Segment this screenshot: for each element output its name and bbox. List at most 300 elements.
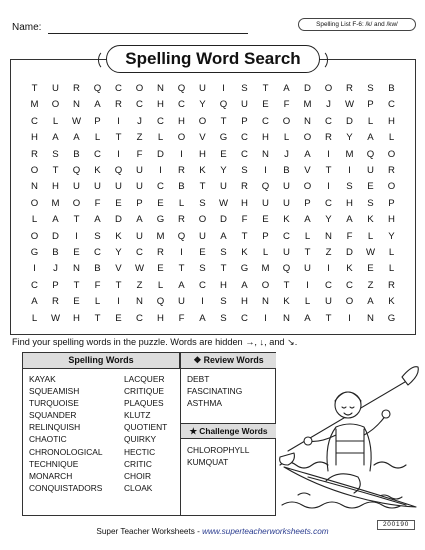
- grid-letter[interactable]: V: [115, 263, 122, 275]
- grid-letter[interactable]: T: [115, 279, 122, 291]
- grid-letter[interactable]: S: [220, 312, 227, 324]
- grid-letter[interactable]: A: [241, 279, 248, 291]
- grid-letter[interactable]: S: [199, 263, 206, 275]
- grid-letter[interactable]: I: [117, 115, 120, 127]
- grid-letter[interactable]: H: [157, 99, 164, 111]
- grid-letter[interactable]: O: [387, 181, 396, 193]
- grid-letter[interactable]: G: [30, 247, 39, 259]
- grid-letter[interactable]: B: [73, 148, 80, 160]
- grid-letter[interactable]: K: [199, 165, 206, 177]
- word-item: PLAQUES: [124, 398, 164, 409]
- grid-letter[interactable]: U: [241, 99, 248, 111]
- grid-letter[interactable]: O: [198, 214, 207, 226]
- grid-letter[interactable]: O: [135, 83, 144, 94]
- grid-letter[interactable]: U: [52, 83, 59, 94]
- grid-letter[interactable]: U: [94, 181, 101, 193]
- grid-letter[interactable]: Q: [282, 263, 291, 275]
- grid-letter[interactable]: Y: [115, 247, 122, 259]
- grid-letter[interactable]: A: [304, 214, 311, 226]
- grid-letter[interactable]: D: [115, 214, 122, 226]
- grid-letter[interactable]: Y: [220, 165, 227, 177]
- worksheet-code: 200190: [377, 520, 415, 530]
- grid-letter[interactable]: W: [344, 99, 355, 111]
- grid-letter[interactable]: O: [198, 115, 207, 127]
- grid-letter[interactable]: K: [388, 296, 395, 308]
- grid-letter[interactable]: I: [264, 165, 267, 177]
- grid-letter[interactable]: T: [262, 83, 269, 94]
- name-line[interactable]: [48, 33, 248, 34]
- grid-letter[interactable]: K: [241, 247, 248, 259]
- grid-letter[interactable]: C: [325, 197, 332, 209]
- grid-letter[interactable]: E: [262, 99, 269, 111]
- grid-letter[interactable]: J: [284, 148, 289, 160]
- grid-letter[interactable]: B: [178, 181, 185, 193]
- grid-letter[interactable]: U: [262, 197, 269, 209]
- grid-letter[interactable]: H: [52, 181, 59, 193]
- grid-letter[interactable]: P: [136, 197, 143, 209]
- grid-letter[interactable]: E: [220, 148, 227, 160]
- grid-letter[interactable]: R: [346, 83, 353, 94]
- grid-letter[interactable]: F: [241, 214, 248, 226]
- grid-letter[interactable]: H: [388, 115, 395, 127]
- grid-letter[interactable]: R: [241, 181, 248, 193]
- grid-letter[interactable]: I: [264, 312, 267, 324]
- grid-letter[interactable]: O: [303, 181, 312, 193]
- grid-letter[interactable]: L: [94, 296, 101, 308]
- grid-letter[interactable]: I: [327, 181, 330, 193]
- grid-letter[interactable]: U: [283, 247, 290, 259]
- grid-letter[interactable]: H: [220, 279, 227, 291]
- word-item: QUIRKY: [124, 434, 157, 445]
- grid-letter[interactable]: U: [136, 165, 143, 177]
- grid-letter[interactable]: N: [31, 181, 38, 193]
- grid-letter[interactable]: N: [283, 312, 290, 324]
- grid-letter[interactable]: L: [388, 132, 395, 144]
- grid-letter[interactable]: F: [94, 197, 101, 209]
- grid-letter[interactable]: I: [33, 263, 36, 275]
- grid-letter[interactable]: R: [157, 247, 164, 259]
- word-item: MONARCH: [29, 470, 73, 481]
- grid-letter[interactable]: K: [283, 296, 290, 308]
- word-item: QUOTIENT: [124, 422, 168, 433]
- grid-letter[interactable]: C: [388, 99, 395, 111]
- grid-letter[interactable]: I: [117, 148, 120, 160]
- grid-letter[interactable]: A: [94, 214, 101, 226]
- grid-letter[interactable]: N: [304, 115, 311, 127]
- grid-letter[interactable]: M: [345, 148, 354, 160]
- grid-letter[interactable]: T: [220, 263, 227, 275]
- grid-letter[interactable]: U: [367, 165, 374, 177]
- grid-letter[interactable]: C: [31, 279, 38, 291]
- grid-letter[interactable]: E: [157, 263, 164, 275]
- grid-letter[interactable]: G: [219, 132, 228, 144]
- grid-letter[interactable]: U: [283, 181, 290, 193]
- grid-letter[interactable]: T: [199, 181, 206, 193]
- grid-letter[interactable]: Z: [136, 279, 143, 291]
- grid-letter[interactable]: Q: [177, 83, 186, 94]
- grid-letter[interactable]: E: [367, 181, 374, 193]
- grid-letter[interactable]: E: [115, 312, 122, 324]
- grid-letter[interactable]: Z: [136, 132, 143, 144]
- grid-letter[interactable]: C: [157, 181, 164, 193]
- grid-letter[interactable]: T: [325, 165, 332, 177]
- grid-letter[interactable]: O: [324, 83, 333, 94]
- grid-letter[interactable]: I: [75, 230, 78, 242]
- grid-letter[interactable]: L: [388, 263, 395, 275]
- grid-letter[interactable]: I: [117, 296, 120, 308]
- grid-letter[interactable]: N: [73, 263, 80, 275]
- grid-letter[interactable]: H: [178, 115, 185, 127]
- word-item: SQUEAMISH: [29, 386, 80, 397]
- grid-letter[interactable]: U: [136, 181, 143, 193]
- grid-letter[interactable]: J: [53, 263, 58, 275]
- grid-letter[interactable]: F: [283, 99, 290, 111]
- grid-letter[interactable]: S: [241, 83, 248, 94]
- grid-letter[interactable]: C: [31, 115, 38, 127]
- grid-letter[interactable]: E: [367, 263, 374, 275]
- grid-letter[interactable]: A: [136, 214, 143, 226]
- grid-letter[interactable]: D: [52, 230, 59, 242]
- grid-letter[interactable]: H: [241, 197, 248, 209]
- grid-letter[interactable]: Z: [325, 247, 332, 259]
- grid-letter[interactable]: V: [199, 132, 206, 144]
- grid-letter[interactable]: R: [388, 165, 395, 177]
- grid-letter[interactable]: M: [51, 197, 60, 209]
- grid-letter[interactable]: A: [367, 296, 374, 308]
- grid-letter[interactable]: S: [367, 83, 374, 94]
- grid-letter[interactable]: A: [73, 132, 80, 144]
- grid-letter[interactable]: U: [283, 197, 290, 209]
- grid-letter[interactable]: P: [304, 197, 311, 209]
- worksheet-title: Spelling Word Search: [106, 45, 320, 73]
- grid-letter[interactable]: H: [199, 148, 206, 160]
- grid-letter[interactable]: Y: [346, 132, 353, 144]
- grid-letter[interactable]: L: [94, 132, 101, 144]
- grid-letter[interactable]: A: [31, 296, 38, 308]
- grid-letter[interactable]: L: [283, 132, 290, 144]
- grid-letter[interactable]: L: [157, 132, 164, 144]
- grid-letter[interactable]: Y: [388, 230, 395, 242]
- grid-letter[interactable]: W: [218, 197, 229, 209]
- review-words-header: ❖ Review Words: [181, 353, 276, 369]
- grid-letter[interactable]: P: [262, 230, 269, 242]
- word-item: FASCINATING: [187, 386, 243, 397]
- grid-letter[interactable]: D: [346, 115, 353, 127]
- word-item: CHRONOLOGICAL: [29, 446, 103, 457]
- grid-letter[interactable]: O: [303, 132, 312, 144]
- grid-letter[interactable]: C: [178, 99, 185, 111]
- word-item: DEBT: [187, 374, 210, 384]
- grid-letter[interactable]: T: [220, 115, 227, 127]
- grid-letter[interactable]: D: [304, 83, 311, 94]
- word-item: KUMQUAT: [187, 457, 229, 468]
- grid-letter[interactable]: C: [136, 312, 143, 324]
- word-item: CHAOTIC: [29, 434, 67, 445]
- grid-letter[interactable]: M: [261, 263, 270, 275]
- grid-letter[interactable]: C: [325, 279, 332, 291]
- grid-letter[interactable]: A: [304, 312, 311, 324]
- grid-letter[interactable]: C: [241, 148, 248, 160]
- grid-letter[interactable]: I: [201, 296, 204, 308]
- grid-letter[interactable]: U: [220, 181, 227, 193]
- grid-letter[interactable]: I: [306, 279, 309, 291]
- grid-letter[interactable]: K: [115, 230, 122, 242]
- grid-letter[interactable]: C: [136, 247, 143, 259]
- word-item: ASTHMA: [187, 398, 222, 409]
- instructions: Find your spelling words in the puzzle. Words are hidden →, ↓, and ↘.: [12, 337, 298, 347]
- grid-letter[interactable]: N: [367, 312, 374, 324]
- footer-website-link[interactable]: www.superteacherworksheets.com: [202, 527, 329, 536]
- grid-letter[interactable]: L: [388, 247, 395, 259]
- grid-letter[interactable]: G: [240, 263, 249, 275]
- grid-letter[interactable]: H: [241, 296, 248, 308]
- grid-letter[interactable]: G: [156, 214, 165, 226]
- grid-letter[interactable]: O: [261, 279, 270, 291]
- grid-letter[interactable]: Q: [114, 165, 123, 177]
- grid-letter[interactable]: O: [30, 165, 39, 177]
- grid-letter[interactable]: C: [94, 148, 101, 160]
- grid-letter[interactable]: E: [73, 247, 80, 259]
- grid-letter[interactable]: R: [325, 132, 332, 144]
- grid-letter[interactable]: J: [137, 115, 142, 127]
- grid-letter[interactable]: L: [157, 279, 164, 291]
- grid-letter[interactable]: C: [94, 247, 101, 259]
- grid-letter[interactable]: K: [94, 165, 101, 177]
- grid-letter[interactable]: O: [177, 132, 186, 144]
- word-item: CHOIR: [124, 470, 151, 481]
- grid-letter[interactable]: A: [367, 132, 374, 144]
- grid-letter[interactable]: T: [31, 83, 38, 94]
- grid-letter[interactable]: F: [94, 279, 101, 291]
- grid-letter[interactable]: O: [282, 115, 291, 127]
- grid-letter[interactable]: Q: [93, 83, 102, 94]
- grid-letter[interactable]: M: [30, 99, 39, 111]
- grid-letter[interactable]: P: [388, 197, 395, 209]
- grid-letter[interactable]: R: [178, 214, 185, 226]
- grid-letter[interactable]: U: [199, 230, 206, 242]
- grid-letter[interactable]: H: [31, 132, 38, 144]
- grid-letter[interactable]: U: [115, 181, 122, 193]
- grid-letter[interactable]: B: [94, 263, 101, 275]
- grid-letter[interactable]: A: [199, 312, 206, 324]
- grid-letter[interactable]: O: [30, 197, 39, 209]
- grid-letter[interactable]: W: [365, 247, 376, 259]
- grid-letter[interactable]: P: [367, 99, 374, 111]
- grid-letter[interactable]: D: [346, 247, 353, 259]
- grid-letter[interactable]: C: [283, 230, 290, 242]
- footer: [0, 527, 425, 536]
- grid-letter[interactable]: F: [136, 148, 143, 160]
- grid-letter[interactable]: A: [94, 99, 101, 111]
- grid-letter[interactable]: H: [346, 197, 353, 209]
- grid-letter[interactable]: T: [52, 165, 59, 177]
- grid-letter[interactable]: Q: [72, 165, 81, 177]
- grid-letter[interactable]: C: [325, 115, 332, 127]
- grid-letter[interactable]: Q: [261, 181, 270, 193]
- grid-letter[interactable]: E: [115, 197, 122, 209]
- grid-letter[interactable]: V: [304, 165, 311, 177]
- grid-letter[interactable]: H: [262, 132, 269, 144]
- grid-letter[interactable]: I: [222, 83, 225, 94]
- grid-letter[interactable]: O: [51, 99, 60, 111]
- word-item: HECTIC: [124, 446, 156, 457]
- grid-letter[interactable]: N: [262, 148, 269, 160]
- grid-letter[interactable]: S: [220, 247, 227, 259]
- grid-letter[interactable]: U: [325, 296, 332, 308]
- grid-letter[interactable]: T: [241, 230, 248, 242]
- grid-letter[interactable]: R: [31, 148, 38, 160]
- grid-letter[interactable]: L: [367, 115, 374, 127]
- grid-letter[interactable]: P: [241, 115, 248, 127]
- grid-letter[interactable]: A: [220, 230, 227, 242]
- grid-letter[interactable]: Q: [366, 148, 375, 160]
- word-item: LACQUER: [124, 374, 165, 384]
- grid-letter[interactable]: C: [241, 132, 248, 144]
- grid-letter[interactable]: I: [159, 165, 162, 177]
- grid-letter[interactable]: U: [73, 181, 80, 193]
- grid-letter[interactable]: J: [326, 99, 331, 111]
- grid-letter[interactable]: B: [52, 247, 59, 259]
- grid-letter[interactable]: S: [199, 197, 206, 209]
- grid-letter[interactable]: I: [180, 247, 183, 259]
- footer-prefix: Super Teacher Worksheets -: [96, 527, 203, 536]
- grid-letter[interactable]: N: [136, 296, 143, 308]
- grid-letter[interactable]: S: [241, 165, 248, 177]
- grid-letter[interactable]: I: [348, 165, 351, 177]
- grid-letter[interactable]: K: [283, 214, 290, 226]
- grid-letter[interactable]: I: [348, 312, 351, 324]
- grid-letter[interactable]: D: [220, 214, 227, 226]
- grid-letter[interactable]: L: [52, 115, 59, 127]
- grid-letter[interactable]: I: [327, 148, 330, 160]
- grid-letter[interactable]: T: [325, 312, 332, 324]
- grid-letter[interactable]: Q: [219, 99, 228, 111]
- grid-letter[interactable]: R: [73, 83, 80, 94]
- word-bank: [22, 352, 276, 516]
- grid-letter[interactable]: A: [178, 279, 185, 291]
- grid-letter[interactable]: L: [304, 296, 311, 308]
- grid-letter[interactable]: T: [178, 263, 185, 275]
- grid-letter[interactable]: U: [199, 83, 206, 94]
- grid-letter[interactable]: Y: [199, 99, 206, 111]
- grid-letter[interactable]: W: [134, 263, 145, 275]
- grid-letter[interactable]: L: [178, 197, 185, 209]
- grid-letter[interactable]: R: [115, 99, 122, 111]
- grid-letter[interactable]: C: [262, 115, 269, 127]
- grid-letter[interactable]: M: [156, 230, 165, 242]
- grid-letter[interactable]: B: [388, 83, 395, 94]
- grid-letter[interactable]: G: [387, 312, 396, 324]
- grid-letter[interactable]: B: [283, 165, 290, 177]
- grid-letter[interactable]: H: [73, 312, 80, 324]
- grid-letter[interactable]: C: [346, 279, 353, 291]
- grid-letter[interactable]: S: [94, 230, 101, 242]
- grid-letter[interactable]: L: [31, 312, 38, 324]
- spelling-words-header: Spelling Words: [23, 353, 180, 369]
- grid-letter[interactable]: R: [178, 165, 185, 177]
- grid-letter[interactable]: T: [115, 132, 122, 144]
- grid-letter[interactable]: T: [73, 214, 80, 226]
- grid-letter[interactable]: K: [346, 263, 353, 275]
- grid-letter[interactable]: R: [52, 296, 59, 308]
- grid-letter[interactable]: Y: [325, 214, 332, 226]
- grid-letter[interactable]: O: [30, 230, 39, 242]
- grid-letter[interactable]: A: [52, 214, 59, 226]
- spelling-words-column-1: [29, 373, 103, 494]
- grid-letter[interactable]: F: [178, 312, 185, 324]
- grid-letter[interactable]: I: [327, 263, 330, 275]
- grid-letter[interactable]: A: [52, 132, 59, 144]
- grid-letter[interactable]: I: [180, 148, 183, 160]
- grid-letter[interactable]: D: [157, 148, 164, 160]
- grid-letter[interactable]: U: [178, 296, 185, 308]
- grid-letter[interactable]: U: [136, 230, 143, 242]
- grid-letter[interactable]: L: [304, 230, 311, 242]
- grid-letter[interactable]: N: [157, 83, 164, 94]
- grid-letter[interactable]: C: [241, 312, 248, 324]
- grid-letter[interactable]: L: [367, 230, 374, 242]
- grid-letter[interactable]: E: [262, 214, 269, 226]
- grid-letter[interactable]: O: [387, 148, 396, 160]
- grid-letter[interactable]: K: [367, 214, 374, 226]
- grid-letter[interactable]: C: [136, 99, 143, 111]
- grid-letter[interactable]: L: [31, 214, 38, 226]
- grid-letter[interactable]: A: [283, 83, 290, 94]
- grid-letter[interactable]: T: [283, 279, 290, 291]
- challenge-words-header: ★ Challenge Words: [181, 423, 276, 439]
- grid-letter[interactable]: M: [303, 99, 312, 111]
- grid-letter[interactable]: T: [304, 247, 311, 259]
- grid-letter[interactable]: A: [346, 214, 353, 226]
- grid-letter[interactable]: W: [71, 115, 82, 127]
- grid-letter[interactable]: F: [346, 230, 353, 242]
- grid-letter[interactable]: U: [304, 263, 311, 275]
- grid-letter[interactable]: S: [346, 181, 353, 193]
- grid-letter[interactable]: E: [199, 247, 206, 259]
- grid-letter[interactable]: E: [73, 296, 80, 308]
- grid-letter[interactable]: H: [157, 312, 164, 324]
- grid-letter[interactable]: W: [50, 312, 61, 324]
- grid-letter[interactable]: Q: [156, 296, 165, 308]
- name-label: Name:: [12, 22, 42, 33]
- grid-letter[interactable]: T: [73, 279, 80, 291]
- grid-letter[interactable]: N: [73, 99, 80, 111]
- grid-letter[interactable]: L: [262, 247, 269, 259]
- grid-letter[interactable]: P: [52, 279, 59, 291]
- grid-letter[interactable]: H: [388, 214, 395, 226]
- grid-letter[interactable]: O: [72, 197, 81, 209]
- grid-letter[interactable]: Q: [177, 230, 186, 242]
- grid-letter[interactable]: C: [115, 83, 122, 94]
- word-item: CHLOROPHYLL: [187, 445, 250, 455]
- grid-letter[interactable]: E: [157, 197, 164, 209]
- grid-letter[interactable]: S: [220, 296, 227, 308]
- grid-letter[interactable]: T: [94, 312, 101, 324]
- grid-letter[interactable]: R: [388, 279, 395, 291]
- grid-letter[interactable]: O: [345, 296, 354, 308]
- grid-letter[interactable]: P: [94, 115, 101, 127]
- grid-letter[interactable]: C: [199, 279, 206, 291]
- grid-letter[interactable]: Z: [367, 279, 374, 291]
- grid-letter[interactable]: N: [262, 296, 269, 308]
- grid-letter[interactable]: S: [52, 148, 59, 160]
- grid-letter[interactable]: C: [157, 115, 164, 127]
- grid-letter[interactable]: S: [367, 197, 374, 209]
- grid-letter[interactable]: A: [304, 148, 311, 160]
- word-item: CONQUISTADORS: [29, 482, 103, 493]
- kayaker-illustration: [278, 355, 420, 515]
- grid-letter[interactable]: N: [325, 230, 332, 242]
